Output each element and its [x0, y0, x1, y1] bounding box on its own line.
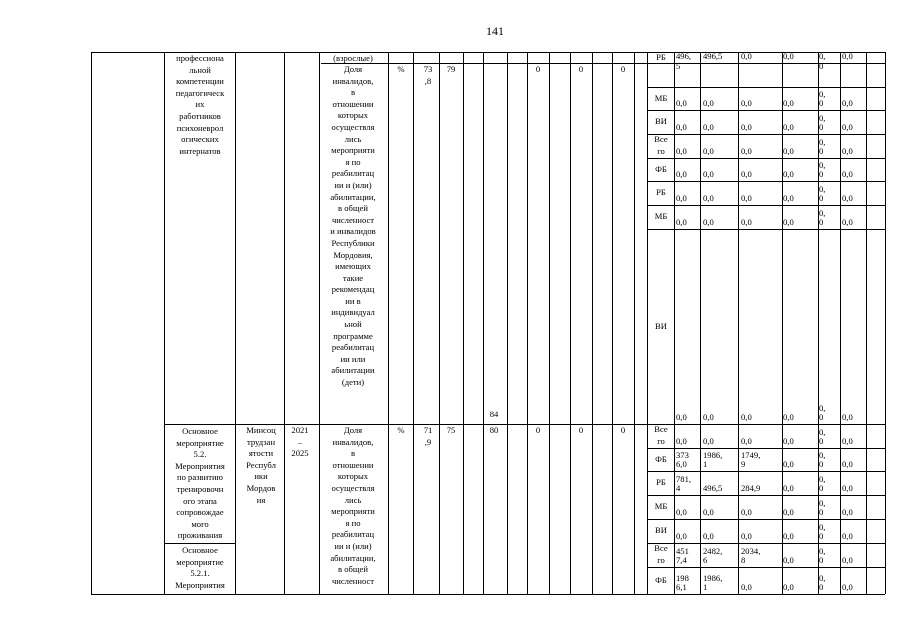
unit-cell: % — [397, 425, 405, 435]
table-left-border — [91, 52, 92, 594]
row-border — [647, 229, 885, 230]
finance-source-cell: РБ — [656, 477, 666, 488]
indicator-text-lower: Доля инвалидов, в отношении которых осуществля лись мероприяти я по реабилитац ии и (или) абилитации, в общей численност — [330, 425, 376, 586]
column-border — [439, 52, 440, 594]
finance-value-cell: 0, 0 — [819, 183, 826, 204]
finance-source-cell: ВИ — [655, 525, 667, 536]
target-value: 0 — [620, 425, 626, 435]
column-border — [634, 52, 635, 594]
measure-name-cell: Основное мероприятие 5.2.1. Мероприятия — [175, 545, 225, 590]
column-border — [549, 52, 550, 594]
finance-value-cell: 0, 0 — [819, 449, 826, 470]
finance-value-cell: 0,0 — [703, 146, 714, 157]
finance-value-cell: 0,0 — [741, 193, 752, 204]
target-value: 0 — [535, 64, 541, 74]
finance-value-cell: 0, 0 — [819, 112, 826, 133]
finance-value-cell: 0, 0 — [819, 497, 826, 518]
finance-value-cell: 0,0 — [703, 507, 714, 518]
finance-value-cell: 0,0 — [703, 122, 714, 133]
finance-value-cell: 0,0 — [783, 582, 794, 593]
row-border — [647, 567, 885, 568]
finance-value-cell: 0,0 — [741, 217, 752, 228]
finance-value-cell: 0,0 — [741, 436, 752, 447]
finance-value-cell: 0, 0 — [819, 521, 826, 542]
finance-value-cell: 0,0 — [783, 51, 794, 61]
column-border — [700, 52, 701, 594]
column-border — [483, 52, 484, 594]
row-border — [647, 543, 885, 544]
finance-value-cell: 0,0 — [842, 146, 853, 157]
row-border — [647, 495, 885, 496]
finance-value-cell: 0,0 — [783, 412, 794, 423]
finance-value-cell: 0,0 — [741, 531, 752, 542]
finance-value-cell: 0,0 — [741, 51, 752, 61]
row-border — [321, 63, 885, 64]
row-border — [647, 181, 885, 182]
finance-value-cell: 0,0 — [783, 459, 794, 470]
finance-value-cell: 0,0 — [741, 169, 752, 180]
finance-value-cell: 0,0 — [783, 193, 794, 204]
finance-value-cell: 0,0 — [676, 193, 687, 204]
target-value: 84 — [489, 409, 499, 419]
finance-value-cell: 0,0 — [783, 122, 794, 133]
finance-value-cell: 496,5 — [703, 51, 723, 61]
finance-value-cell: 0, 0 — [819, 426, 826, 447]
row-border — [647, 519, 885, 520]
finance-value-cell: 2482, 6 — [703, 545, 723, 566]
measures-table — [91, 52, 885, 594]
finance-value-cell: 0,0 — [741, 412, 752, 423]
finance-value-cell: 0,0 — [783, 555, 794, 566]
finance-value-cell: 0, 0 — [819, 473, 826, 494]
unit-cell: % — [397, 64, 405, 74]
finance-value-cell: 1749, 9 — [741, 449, 761, 470]
finance-value-cell: 0,0 — [676, 217, 687, 228]
column-border — [592, 52, 593, 594]
finance-value-cell: 0,0 — [842, 217, 853, 228]
finance-source-cell: МБ — [654, 92, 668, 103]
column-border — [674, 52, 675, 594]
page-number: 141 — [486, 24, 504, 38]
finance-value-cell: 0,0 — [842, 412, 853, 423]
finance-source-cell: Все го — [654, 424, 668, 446]
finance-value-cell: 0,0 — [676, 169, 687, 180]
finance-value-cell: 0,0 — [842, 193, 853, 204]
column-border — [164, 52, 165, 594]
column-border — [235, 52, 236, 594]
finance-value-cell: 0,0 — [741, 98, 752, 109]
finance-source-cell: Все го — [654, 134, 668, 156]
row-border — [647, 110, 885, 111]
finance-value-cell: 1986, 1 — [703, 572, 723, 593]
finance-value-cell: 0,0 — [842, 507, 853, 518]
finance-value-cell: 198 6,1 — [676, 572, 689, 593]
finance-value-cell: 0,0 — [676, 531, 687, 542]
finance-source-cell: МБ — [654, 501, 668, 512]
column-border — [866, 52, 867, 594]
finance-value-cell: 0,0 — [842, 98, 853, 109]
column-border — [570, 52, 571, 594]
finance-value-cell: 0,0 — [676, 98, 687, 109]
finance-value-cell: 0,0 — [703, 531, 714, 542]
finance-value-cell: 496, 5 — [676, 51, 692, 71]
target-value: 0 — [578, 64, 584, 74]
finance-value-cell: 0,0 — [741, 507, 752, 518]
finance-value-cell: 0,0 — [783, 483, 794, 494]
measure-name-cell: профессиона льной компетенции педагогическ их работников психоневрол огических интернатов — [175, 53, 225, 156]
finance-value-cell: 0,0 — [842, 483, 853, 494]
column-border — [840, 52, 841, 594]
finance-value-cell: 1986, 1 — [703, 449, 723, 470]
finance-value-cell: 0,0 — [741, 146, 752, 157]
column-border — [413, 52, 414, 594]
finance-source-cell: ВИ — [655, 116, 667, 127]
finance-value-cell: 0,0 — [703, 217, 714, 228]
table-bottom-border — [91, 594, 885, 595]
finance-value-cell: 0,0 — [703, 412, 714, 423]
finance-value-cell: 0,0 — [741, 122, 752, 133]
column-border — [284, 52, 285, 594]
target-value: 73 ,8 — [423, 64, 433, 86]
table-right-border — [885, 52, 886, 594]
target-value: 0 — [535, 425, 541, 435]
row-border — [647, 87, 885, 88]
row-border — [647, 205, 885, 206]
finance-source-cell: ФБ — [655, 453, 667, 464]
finance-value-cell: 781, 4 — [676, 473, 692, 494]
finance-value-cell: 0,0 — [842, 459, 853, 470]
finance-value-cell: 0,0 — [676, 146, 687, 157]
target-value: 75 — [446, 425, 456, 435]
finance-value-cell: 0,0 — [783, 531, 794, 542]
finance-value-cell: 0,0 — [842, 122, 853, 133]
finance-value-cell: 0,0 — [783, 146, 794, 157]
period-cell: 2021 – 2025 — [291, 425, 309, 459]
finance-value-cell: 0, 0 — [819, 159, 826, 180]
finance-source-cell: МБ — [654, 211, 668, 222]
finance-value-cell: 0,0 — [842, 51, 853, 61]
finance-value-cell: 0, 0 — [819, 545, 826, 566]
row-border — [647, 448, 885, 449]
column-border — [612, 52, 613, 594]
finance-value-cell: 0,0 — [676, 122, 687, 133]
finance-value-cell: 0,0 — [783, 507, 794, 518]
indicator-label-top: (взрослые) — [333, 53, 373, 63]
finance-value-cell: 451 7,4 — [676, 545, 689, 566]
column-border — [507, 52, 508, 594]
column-border — [738, 52, 739, 594]
finance-value-cell: 0,0 — [676, 507, 687, 518]
finance-value-cell: 284,9 — [741, 483, 761, 494]
finance-value-cell: 0,0 — [783, 169, 794, 180]
finance-source-cell: РБ — [656, 187, 666, 198]
finance-value-cell: 0,0 — [703, 169, 714, 180]
column-border — [463, 52, 464, 594]
finance-value-cell: 0,0 — [783, 436, 794, 447]
finance-source-cell: ФБ — [655, 574, 667, 585]
finance-value-cell: 0,0 — [842, 555, 853, 566]
target-value: 0 — [620, 64, 626, 74]
row-border — [647, 158, 885, 159]
finance-value-cell: 0, 0 — [819, 207, 826, 228]
row-border — [164, 543, 235, 544]
finance-value-cell: 0,0 — [842, 582, 853, 593]
executor-cell: Минсоц трудзан ятости Республ ики Мордов ия — [246, 425, 276, 505]
target-value: 79 — [446, 64, 456, 74]
target-value: 0 — [578, 425, 584, 435]
indicator-text-children: Доля инвалидов, в отношении которых осуществля лись мероприяти я по реабилитац ии и (или) абилитации, в общей численност и инвалидов Республики Мордовия, имеющих такие рекомендац ии в индивидуал ьной программе реабилитац ии или абилитации (дети) — [330, 64, 376, 388]
finance-value-cell: 0,0 — [741, 582, 752, 593]
finance-value-cell: 0,0 — [676, 436, 687, 447]
finance-source-cell: Все го — [654, 543, 668, 565]
finance-value-cell: 373 6,0 — [676, 449, 689, 470]
finance-source-cell: ВИ — [655, 320, 667, 331]
finance-value-cell: 0,0 — [842, 169, 853, 180]
finance-value-cell: 496,5 — [703, 483, 723, 494]
row-border — [647, 471, 885, 472]
finance-value-cell: 0,0 — [676, 412, 687, 423]
finance-value-cell: 0,0 — [703, 436, 714, 447]
finance-value-cell: 0, 0 — [819, 51, 826, 71]
target-value: 80 — [489, 425, 499, 435]
measure-name-cell: Основное мероприятие 5.2. Мероприятия по развитию тренировочн ого этапа сопровождае мого проживания — [175, 426, 225, 541]
finance-source-cell: ФБ — [655, 163, 667, 174]
finance-value-cell: 2034, 8 — [741, 545, 761, 566]
row-border — [164, 424, 885, 425]
finance-value-cell: 0,0 — [842, 531, 853, 542]
row-border — [647, 134, 885, 135]
column-border — [647, 52, 648, 594]
finance-value-cell: 0, 0 — [819, 136, 826, 157]
column-border — [319, 52, 320, 594]
finance-value-cell: 0, 0 — [819, 572, 826, 593]
finance-value-cell: 0,0 — [703, 193, 714, 204]
column-border — [388, 52, 389, 594]
finance-value-cell: 0,0 — [783, 98, 794, 109]
finance-value-cell: 0,0 — [783, 217, 794, 228]
finance-value-cell: 0, 0 — [819, 88, 826, 109]
finance-value-cell: 0,0 — [842, 436, 853, 447]
target-value: 71 ,9 — [423, 425, 433, 447]
column-border — [527, 52, 528, 594]
finance-value-cell: 0, 0 — [819, 402, 826, 423]
finance-source-cell: РБ — [656, 52, 666, 62]
finance-value-cell: 0,0 — [703, 98, 714, 109]
